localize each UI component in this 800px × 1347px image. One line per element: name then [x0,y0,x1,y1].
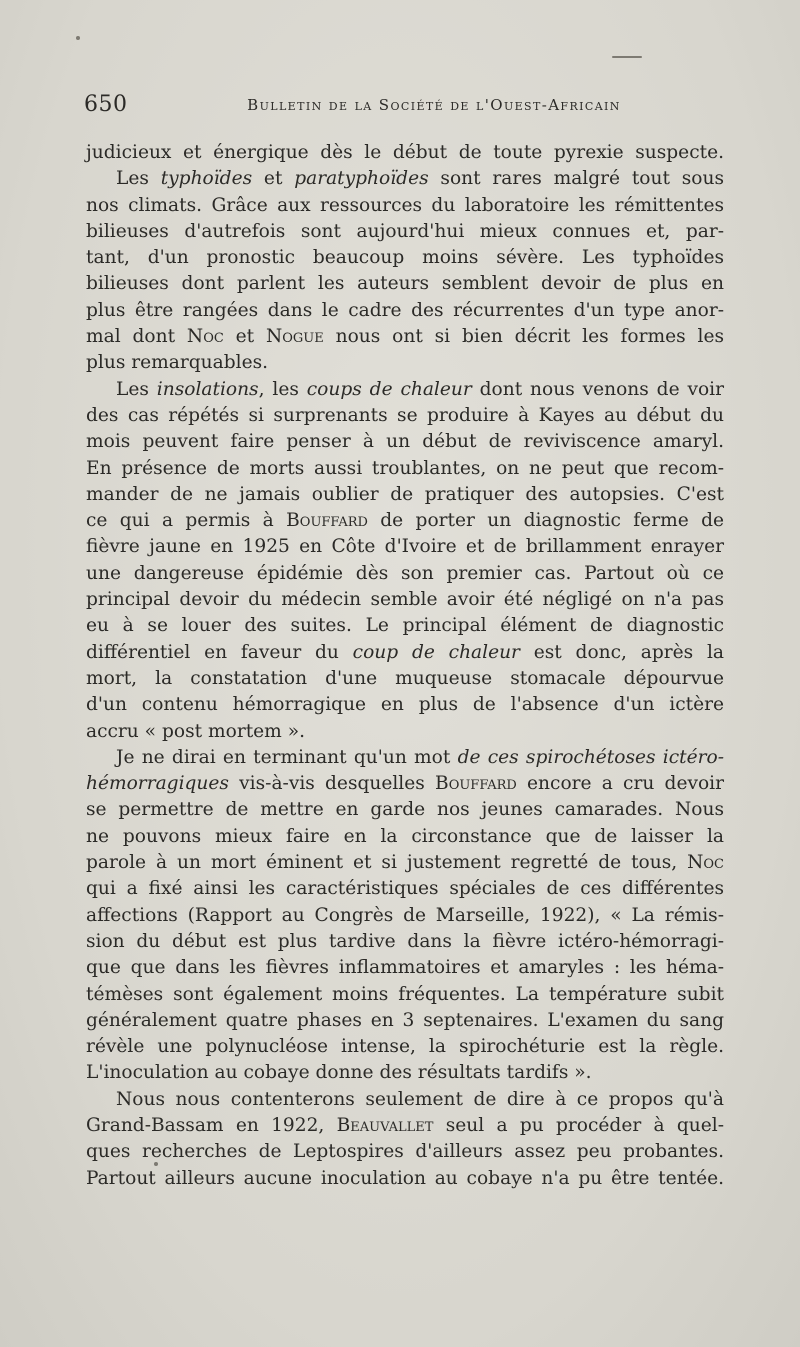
text-line: fièvre jaune en 1925 en Côte d'Ivoire et de brillamment enrayer [86,536,724,558]
author-name: Nogue [265,326,324,348]
text-line: ques recherches de Leptospires d'ailleurs assez peu probantes. [86,1141,724,1163]
text-line: eu à se louer des suites. Le principal élément de diagnostic [86,615,724,637]
text-line: hémorragiques vis-à-vis desquelles Bouffard encore a cru devoir [86,773,724,795]
text-line: révèle une polynucléose intense, la spirochéturie est la règle. [86,1036,724,1058]
italic-term: typhoïdes [160,168,253,190]
text-line: bilieuses d'autrefois sont aujourd'hui mieux connues et, par- [86,220,724,242]
text-line: se permettre de mettre en garde nos jeunes camarades. Nous [86,799,724,821]
text-line: L'inoculation au cobaye donne des résultats tardifs ». [86,1062,592,1084]
text-line: principal devoir du médecin semble avoir été négligé on n'a pas [86,589,724,611]
text-line: mort, la constatation d'une muqueuse stomacale dépourvue [86,667,724,689]
scratch-mark [612,56,642,58]
text-line: tant, d'un pronostic beaucoup moins sévère. Les typhoïdes [86,247,724,269]
ink-speck [76,36,80,40]
italic-term: hémorragiques [86,773,229,795]
author-name: Noc [186,326,224,348]
author-name: Noc [687,852,724,874]
text-line: que que dans les fièvres inflammatoires et amaryles : les héma- [86,957,724,979]
text-line: une dangereuse épidémie dès son premier cas. Partout où ce [86,562,724,584]
text-line: Les typhoïdes et paratyphoïdes sont rares malgré tout sous [116,168,724,190]
text-line: témèses sont également moins fréquentes. La température subit [86,983,724,1005]
text-line: généralement quatre phases en 3 septenaires. L'examen du sang [86,1009,724,1031]
text-line: plus remarquables. [86,352,269,374]
author-name: Bouffard [435,773,517,795]
text-line: En présence de morts aussi troublantes, on ne peut que recom- [86,457,724,479]
text-line: accru « post mortem ». [86,720,306,742]
page-header [84,92,724,120]
text-line: Je ne dirai en terminant qu'un mot de ces spirochétoses ictéro- [116,746,724,768]
text-line: différentiel en faveur du coup de chaleur est donc, après la [86,641,724,663]
italic-term: insolations [156,378,259,400]
running-title: Bulletin de la Société de l'Ouest-Africain [247,96,621,114]
text-line: bilieuses dont parlent les auteurs semblent devoir de plus en [86,273,724,295]
text-line: plus être rangées dans le cadre des récurrentes d'un type anor- [86,299,724,321]
text-line: nos climats. Grâce aux ressources du laboratoire les rémittentes [86,194,724,216]
text-line: mander de ne jamais oublier de pratiquer des autopsies. C'est [86,483,724,505]
italic-term: coups de chaleur [306,378,472,400]
text-line: des cas répétés si surprenants se produire à Kayes au début du [86,404,724,426]
author-name: Bouffard [286,510,368,532]
page-number: 650 [84,92,128,117]
text-line: Partout ailleurs aucune inoculation au cobaye n'a pu être tentée. [86,1167,724,1189]
author-name: Beauvallet [336,1114,434,1136]
text-line: sion du début est plus tardive dans la fièvre ictéro-hémorragi- [86,930,724,952]
text-line: ce qui a permis à Bouffard de porter un diagnostic ferme de [86,510,724,532]
text-line: Les insolations, les coups de chaleur dont nous venons de voir [116,378,724,400]
italic-term: paratyphoïdes [294,168,429,190]
body-text [86,140,724,1192]
text-line: Nous nous contenterons seulement de dire à ce propos qu'à [116,1088,724,1110]
text-line: d'un contenu hémorragique en plus de l'absence d'un ictère [86,694,724,716]
text-line: ne pouvons mieux faire en la circonstance que de laisser la [86,825,724,847]
text-line: Grand-Bassam en 1922, Beauvallet seul a pu procéder à quel- [86,1114,724,1136]
italic-term: coup de chaleur [352,641,520,663]
text-line: affections (Rapport au Congrès de Marseille, 1922), « La rémis- [86,904,724,926]
text-line: qui a fixé ainsi les caractéristiques spéciales de ces différentes [86,878,724,900]
text-line: mal dont Noc et Nogue nous ont si bien décrit les formes les [86,326,724,348]
italic-term: de ces spirochétoses ictéro- [457,746,724,768]
text-line: judicieux et énergique dès le début de toute pyrexie suspecte. [86,142,724,163]
text-line: mois peuvent faire penser à un début de reviviscence amaryl. [86,431,724,453]
text-line: parole à un mort éminent et si justement regretté de tous, Noc [86,852,724,874]
